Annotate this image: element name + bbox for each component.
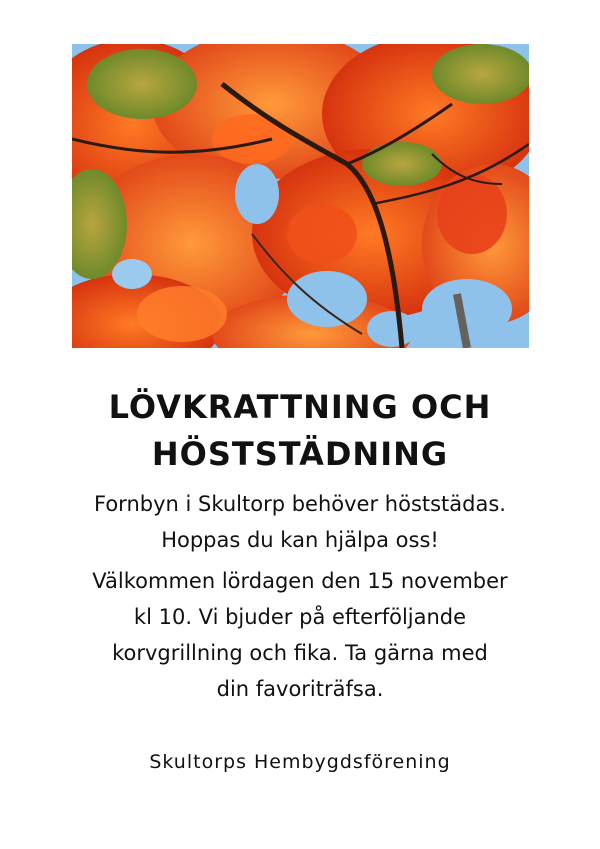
intro-line-2: Hoppas du kan hjälpa oss! [161,528,439,552]
flyer-title-line-1: LÖVKRATTNING OCH [108,388,492,426]
flyer-title-line-2: HÖSTSTÄDNING [151,435,449,473]
autumn-leaves-image [72,44,529,348]
details-line-2: kl 10. Vi bjuder på efterföljande [133,605,467,629]
details-line-1: Välkommen lördagen den 15 november [92,569,508,593]
details-paragraph [20,563,580,707]
details-line-4: din favoriträfsa. [216,677,384,701]
autumn-leaves-photo [72,44,529,348]
intro-paragraph [20,486,580,558]
details-line-3: korvgrillning och fika. Ta gärna med [112,641,488,665]
intro-line-1: Fornbyn i Skultorp behöver höststädas. [94,492,506,516]
organizer-signature: Skultorps Hembygdsförening [149,751,451,773]
